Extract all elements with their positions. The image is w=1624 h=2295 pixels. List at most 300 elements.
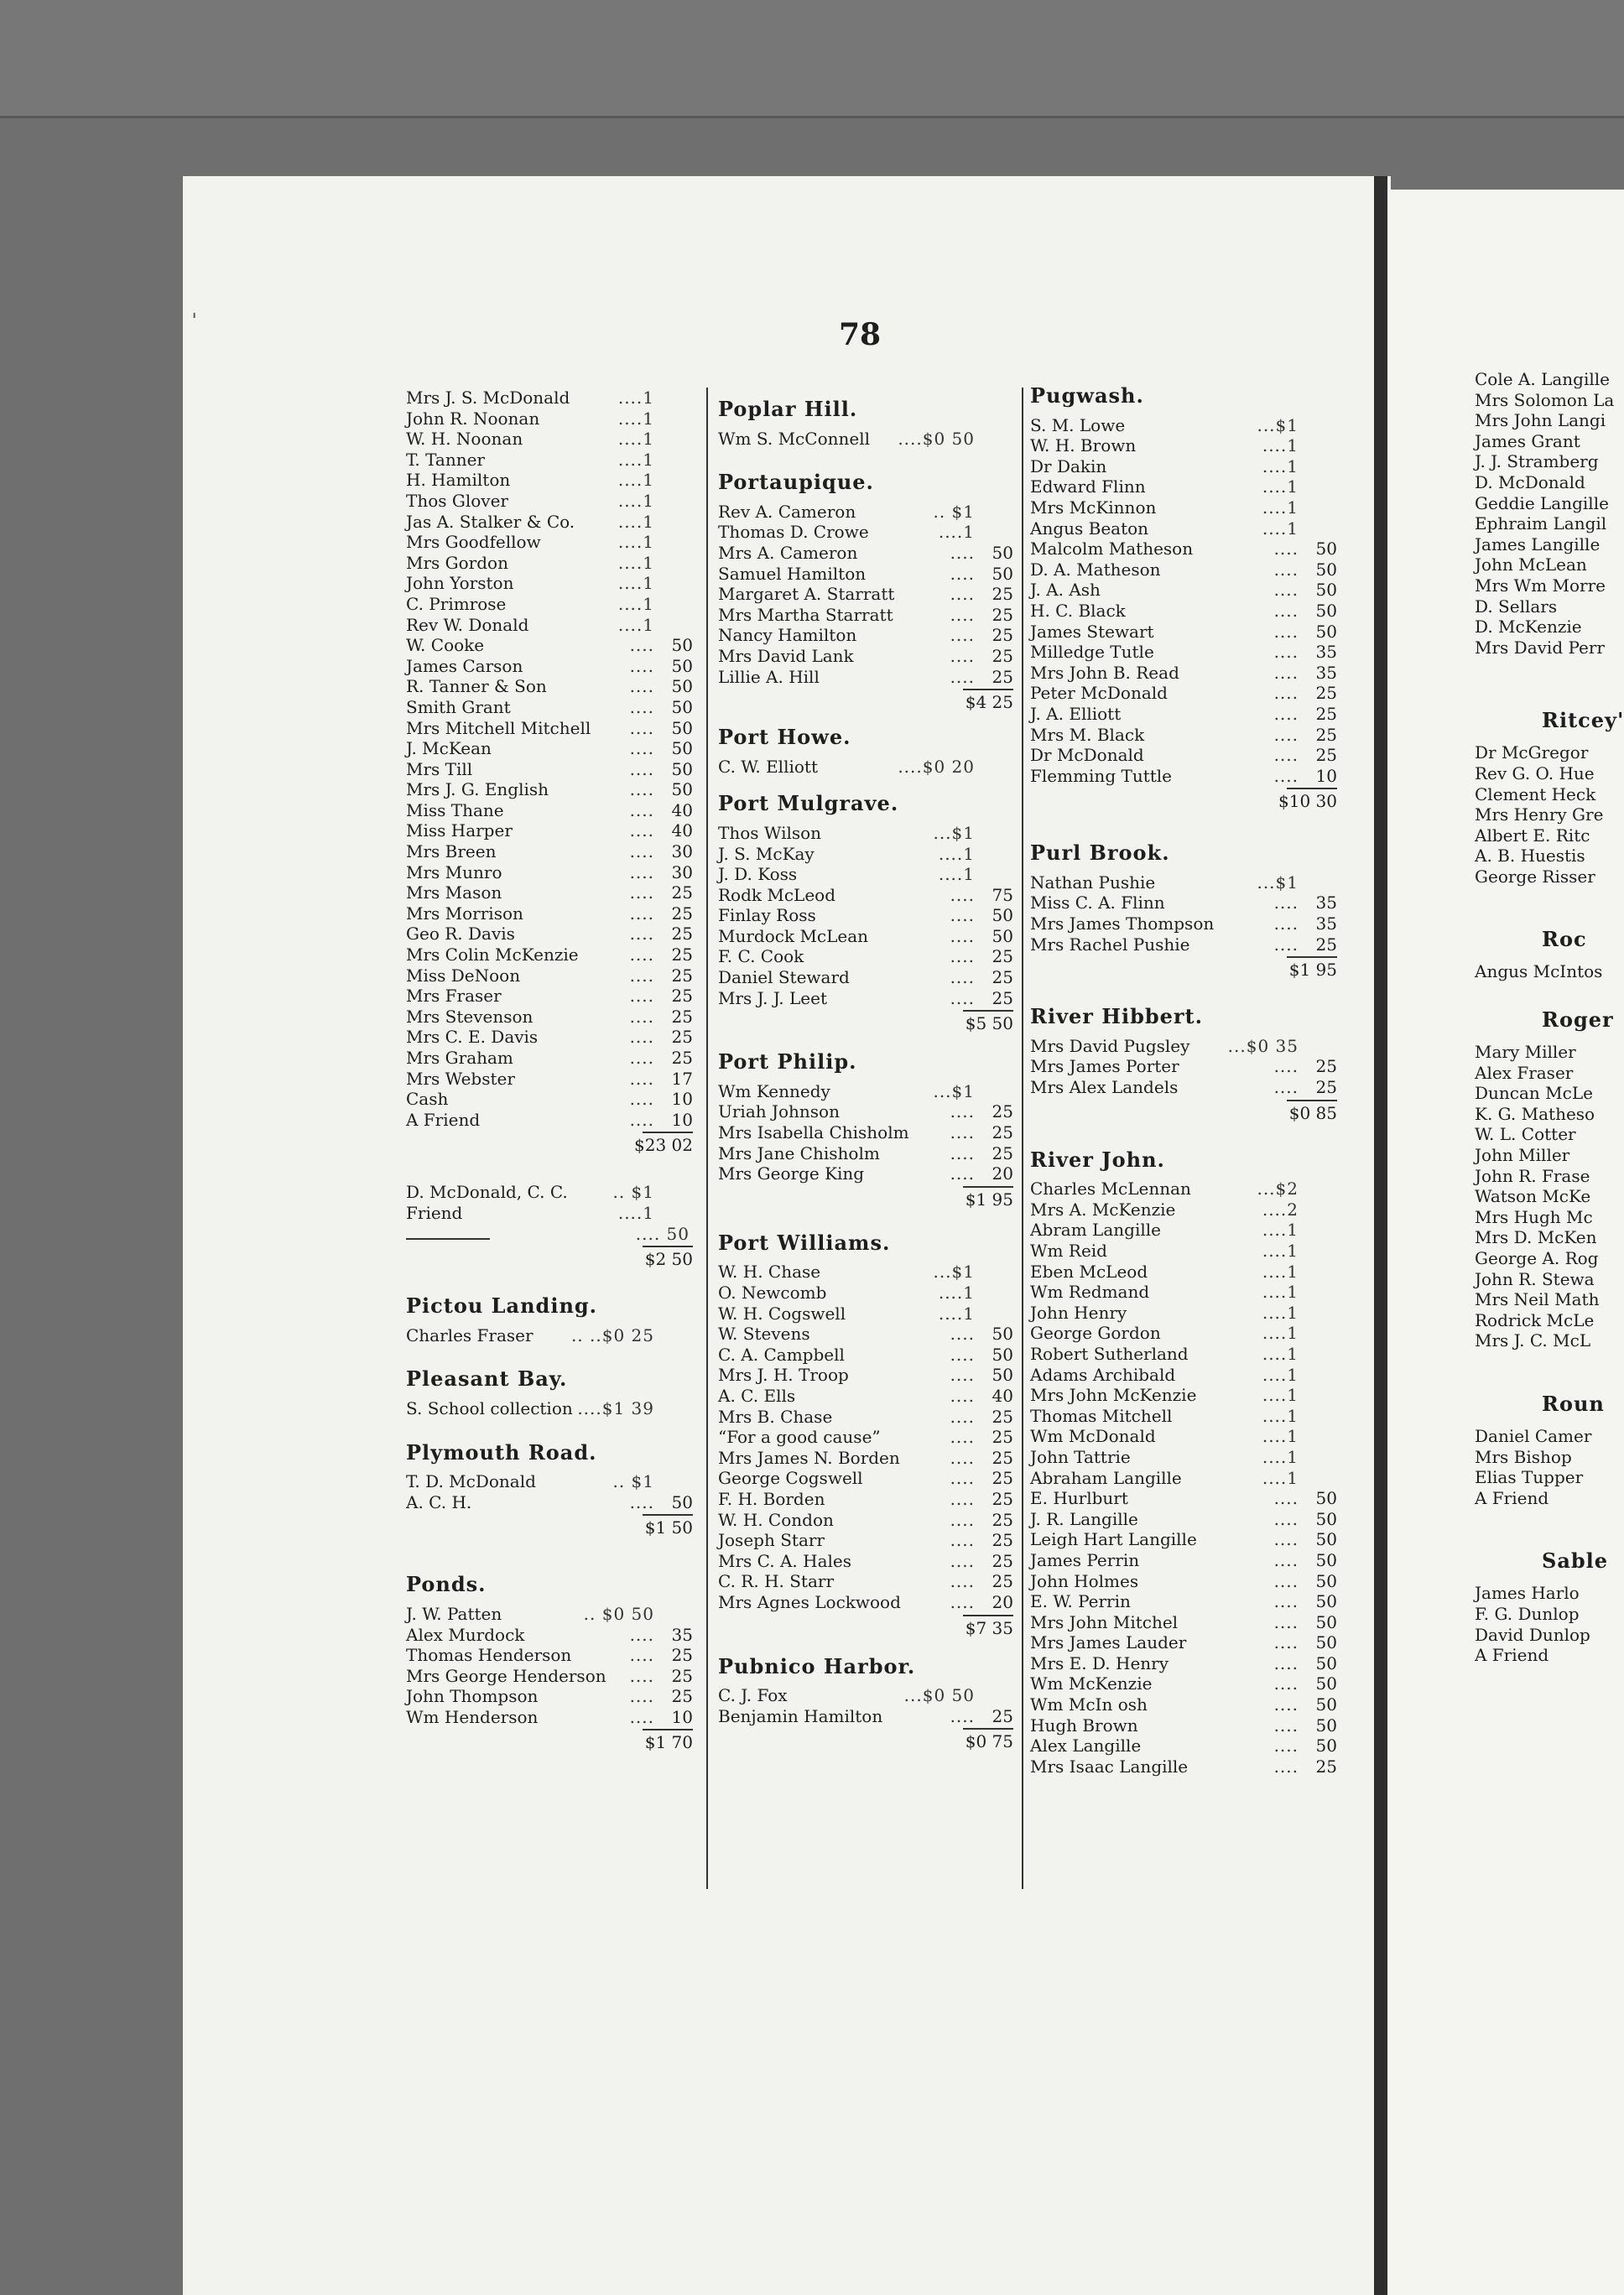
- donor-name: O. Newcomb: [718, 1283, 827, 1303]
- leader-amount: ....1: [1262, 476, 1299, 497]
- entry-row: [406, 1048, 693, 1069]
- right-page-column: [1475, 369, 1624, 1666]
- donor-name: Edward Flinn: [1030, 476, 1146, 497]
- donor-name: Rodk McLeod: [718, 884, 836, 905]
- donor-name: Daniel Camer: [1475, 1425, 1592, 1446]
- donor-name: John Henry: [1030, 1302, 1127, 1323]
- donor-name: W. H. Chase: [718, 1262, 821, 1283]
- donor-name: J. W. Patten: [406, 1603, 502, 1624]
- amount-cents: 50: [1315, 539, 1337, 559]
- donor-name: Mrs C. E. Davis: [406, 1027, 539, 1048]
- leader-amount: ...$1: [1257, 414, 1299, 435]
- entry-row: [406, 882, 693, 903]
- leader-amount: ....: [629, 1665, 654, 1686]
- entry-row: [406, 820, 693, 841]
- donor-name: Mrs Agnes Lockwood: [718, 1591, 901, 1612]
- donor-name: George Risser: [1475, 866, 1595, 887]
- entry-row: [718, 1685, 1013, 1706]
- entry-row: [1030, 1077, 1337, 1098]
- section-total: $7 35: [718, 1613, 1013, 1645]
- leader-amount: ....: [629, 1068, 654, 1089]
- amount-cents: 25: [992, 1122, 1013, 1143]
- entry-row: [718, 844, 1013, 865]
- leader-amount: ....1: [617, 449, 654, 470]
- leader-amount: ....1: [1262, 455, 1299, 476]
- donor-name: “For a good cause”: [718, 1427, 881, 1448]
- book-gutter: [1374, 176, 1387, 2295]
- donor-name: George Cogswell: [718, 1468, 863, 1489]
- donor-name: John McLean: [1475, 554, 1587, 575]
- entry-row: [718, 429, 1013, 450]
- amount-cents: 25: [671, 965, 693, 986]
- donor-name: Nancy Hamilton: [718, 625, 857, 646]
- leader-amount: ....: [950, 905, 975, 926]
- amount-cents: 25: [1315, 683, 1337, 704]
- donor-name: T. Tanner: [406, 449, 485, 470]
- entry-row: [406, 1069, 693, 1090]
- scanner-background: [0, 0, 1624, 117]
- entry-row: [1030, 1612, 1337, 1633]
- entry-row: [1030, 745, 1337, 766]
- leader-amount: ....$0 50: [898, 428, 975, 449]
- donor-name: Rev G. O. Hue: [1475, 762, 1595, 783]
- leader-amount: ....: [629, 799, 654, 820]
- donor-name: John Miller: [1475, 1145, 1570, 1166]
- entry-row: [718, 1530, 1013, 1551]
- section-total: $23 02: [406, 1130, 693, 1162]
- entry-row: [718, 1489, 1013, 1510]
- leader-amount: ....1: [617, 490, 654, 511]
- entry-row: [718, 926, 1013, 947]
- amount-cents: 50: [992, 905, 1013, 926]
- donor-name: Rev A. Cameron: [718, 501, 856, 522]
- entry-row: [1030, 1468, 1337, 1489]
- donor-name: Angus McIntos: [1475, 961, 1603, 982]
- amount-cents: 25: [992, 1468, 1013, 1489]
- entry-row: [406, 945, 693, 965]
- entry-row: [718, 502, 1013, 523]
- leader-amount: ....$0 20: [898, 756, 975, 777]
- entry-row: [406, 1007, 693, 1028]
- donor-name: Mrs Munro: [406, 861, 502, 882]
- amount-cents: 50: [671, 717, 693, 738]
- leader-amount: ....: [950, 1142, 975, 1163]
- entry-row: [406, 656, 693, 677]
- donor-name: Mrs James N. Borden: [718, 1447, 900, 1468]
- leader-amount: ....: [1273, 1611, 1299, 1632]
- leader-amount: ....: [1273, 1549, 1299, 1570]
- donor-name: D. Sellars: [1475, 596, 1558, 617]
- donor-name: D. McDonald: [1475, 471, 1585, 492]
- leader-amount: ....1: [938, 843, 975, 864]
- donor-name: Abram Langille: [1030, 1220, 1161, 1241]
- donor-name: Charles Fraser: [406, 1324, 534, 1345]
- entry-row: [406, 986, 693, 1007]
- donor-name: F. H. Borden: [718, 1488, 825, 1509]
- amount-cents: 50: [671, 758, 693, 779]
- leader-amount: ....: [1273, 1056, 1299, 1077]
- amount-cents: 10: [671, 1089, 693, 1110]
- entry-row: [406, 738, 693, 759]
- entry-row: [406, 1686, 693, 1707]
- entry-row: [1030, 663, 1337, 684]
- entry-row: [718, 1324, 1013, 1345]
- entry-row: [1030, 1344, 1337, 1365]
- donor-name: Mrs Goodfellow: [406, 532, 541, 553]
- section-heading-pictou-landing: Pictou Landing.: [406, 1293, 598, 1319]
- entry-row: [1030, 1036, 1337, 1057]
- leader-amount: ....: [629, 945, 654, 965]
- leader-amount: ....: [1273, 765, 1299, 786]
- entry-row: [406, 1224, 693, 1245]
- donor-name: Robert Sutherland: [1030, 1343, 1189, 1364]
- leader-amount: ....: [629, 841, 654, 862]
- entry-row: [718, 1706, 1013, 1727]
- donor-name: Milledge Tutle: [1030, 642, 1154, 663]
- section-total: $1 70: [406, 1727, 693, 1759]
- leader-amount: ....: [629, 861, 654, 882]
- donor-name: Mrs C. A. Hales: [718, 1550, 851, 1571]
- entry-row: [718, 646, 1013, 667]
- leader-amount: ....: [1273, 703, 1299, 724]
- leader-amount: ....1: [617, 429, 654, 450]
- leader-amount: ....: [1273, 1673, 1299, 1694]
- amount-cents: 25: [992, 1142, 1013, 1163]
- entry-row: [1030, 872, 1337, 893]
- leader-amount: ....: [1273, 1632, 1299, 1653]
- amount-cents: 50: [671, 779, 693, 800]
- leader-amount: .. ..$0 25: [570, 1324, 654, 1345]
- amount-cents: 25: [671, 1048, 693, 1068]
- donor-name: Finlay Ross: [718, 905, 816, 926]
- entry-row: [406, 800, 693, 821]
- amount-cents: 40: [992, 1385, 1013, 1406]
- entry-row: [1030, 1571, 1337, 1592]
- leader-amount: ....: [629, 1048, 654, 1068]
- column-3: [1030, 374, 1337, 1777]
- entry-row: [406, 553, 693, 574]
- donor-name: J. J. Stramberg: [1475, 451, 1599, 472]
- donor-name: Wm Henderson: [406, 1706, 539, 1727]
- amount-cents: 35: [671, 1624, 693, 1645]
- leader-amount: ...$1: [1257, 872, 1299, 892]
- leader-amount: ....: [950, 625, 975, 646]
- amount-cents: 50: [1315, 1549, 1337, 1570]
- entry-row: [1030, 1385, 1337, 1406]
- entry-row: [1030, 1220, 1337, 1241]
- donor-name: Mrs Hugh Mc: [1475, 1206, 1593, 1227]
- entry-row: [1030, 1529, 1337, 1550]
- donor-name: Mrs Henry Gre: [1475, 804, 1604, 825]
- entry-row: [1030, 934, 1337, 955]
- entry-row: [718, 1407, 1013, 1428]
- amount-cents: 30: [671, 861, 693, 882]
- donor-name: James Grant: [1475, 430, 1580, 451]
- donor-name: Alex Fraser: [1475, 1062, 1574, 1083]
- donor-name: Mrs J. G. English: [406, 779, 549, 800]
- entry-row: [406, 1471, 693, 1492]
- entry-row: [1030, 892, 1337, 913]
- leader-amount: ....: [629, 820, 654, 841]
- page-number: 78: [839, 317, 882, 352]
- entry-row: [1030, 622, 1337, 643]
- donor-name: Friend: [406, 1202, 463, 1223]
- amount-cents: 50: [1315, 1591, 1337, 1612]
- entry-row: [1030, 518, 1337, 539]
- donor-name: Dr Dakin: [1030, 455, 1107, 476]
- amount-cents: 25: [1315, 724, 1337, 745]
- section-heading-portaupique: Portaupique.: [718, 470, 874, 495]
- leader-amount: .... 50: [635, 1223, 690, 1244]
- section-total: $1 95: [1030, 955, 1337, 986]
- entry-row: [718, 1262, 1013, 1283]
- donor-name: Mrs David Lank: [718, 645, 854, 666]
- entry-row: [718, 1122, 1013, 1143]
- section-heading-port-howe: Port Howe.: [718, 725, 851, 750]
- entry-row: [406, 779, 693, 800]
- donor-name: W. L. Cotter: [1475, 1124, 1576, 1145]
- donor-name: Wm McKenzie: [1030, 1673, 1153, 1694]
- entry-row: [718, 757, 1013, 778]
- leader-amount: ....: [950, 1324, 975, 1345]
- entry-row: [718, 1365, 1013, 1386]
- donor-name: Mrs John Mitchel: [1030, 1611, 1179, 1632]
- donor-name: Miss Thane: [406, 799, 504, 820]
- donor-name: James Perrin: [1030, 1549, 1140, 1570]
- leader-amount: ....1: [938, 864, 975, 885]
- donor-name: Hugh Brown: [1030, 1715, 1138, 1736]
- donor-name: Thomas Henderson: [406, 1645, 572, 1666]
- spacer: [406, 1162, 693, 1182]
- donor-name: John Holmes: [1030, 1570, 1139, 1591]
- entry-row: [718, 522, 1013, 543]
- entry-row: [718, 1345, 1013, 1366]
- section-heading-ponds: Ponds.: [406, 1572, 487, 1597]
- donor-name: Mrs Mitchell Mitchell: [406, 717, 591, 738]
- entry-row: [718, 543, 1013, 564]
- leader-amount: ....: [1273, 1715, 1299, 1736]
- amount-cents: 50: [1315, 1673, 1337, 1694]
- donor-name: Miss DeNoon: [406, 965, 521, 986]
- entry-row: [1030, 1200, 1337, 1220]
- entry-row: [1030, 1365, 1337, 1386]
- donor-name: Wm McIn osh: [1030, 1694, 1148, 1715]
- leader-amount: ....1: [617, 1202, 654, 1223]
- donor-name: J. McKean: [406, 738, 492, 759]
- donor-name: Mrs John McKenzie: [1030, 1385, 1197, 1406]
- donor-name: J. A. Elliott: [1030, 703, 1122, 724]
- entry-row: [406, 573, 693, 594]
- donor-name: Geddie Langille: [1475, 492, 1609, 513]
- donor-name: J. S. McKay: [718, 843, 815, 864]
- donor-name: John R. Stewa: [1475, 1268, 1595, 1289]
- leader-amount: ....$1 39: [577, 1397, 654, 1418]
- leader-amount: ....: [950, 1365, 975, 1386]
- donor-name: Benjamin Hamilton: [718, 1705, 883, 1726]
- donor-name: Smith Grant: [406, 696, 511, 717]
- leader-amount: ....1: [1262, 1385, 1299, 1406]
- entry-row: [406, 1325, 693, 1346]
- rule-line: [406, 1238, 490, 1240]
- donor-name: Dr McDonald: [1030, 745, 1144, 766]
- donor-name: Angus Beaton: [1030, 518, 1149, 539]
- donor-name: Mrs John Langi: [1475, 410, 1606, 431]
- leader-amount: ....: [1273, 1508, 1299, 1529]
- leader-amount: ....: [1273, 1077, 1299, 1098]
- entry-row: [406, 1398, 693, 1419]
- entry-row: [718, 625, 1013, 646]
- leader-amount: ....1: [1262, 435, 1299, 456]
- amount-cents: 50: [1315, 1736, 1337, 1756]
- leader-amount: ....: [629, 1686, 654, 1707]
- entry-row: [718, 1163, 1013, 1184]
- leader-amount: ....1: [1262, 518, 1299, 539]
- amount-cents: 25: [671, 1006, 693, 1027]
- donor-name: S. School collection: [406, 1397, 573, 1418]
- section-total: $4 25: [718, 687, 1013, 719]
- entry-row: [1030, 1447, 1337, 1468]
- entry-row: [406, 1492, 693, 1513]
- section-heading-roc: Roc: [1542, 927, 1587, 952]
- amount-cents: 25: [671, 986, 693, 1007]
- entry-row: [1030, 415, 1337, 436]
- entry-row: [1030, 1550, 1337, 1571]
- leader-amount: ....: [629, 924, 654, 945]
- section-heading-roun: Roun: [1542, 1391, 1605, 1416]
- donor-name: Mrs D. McKen: [1475, 1227, 1597, 1248]
- leader-amount: ....: [629, 903, 654, 924]
- leader-amount: ....: [629, 1624, 654, 1645]
- donor-name: Mrs Isaac Langille: [1030, 1756, 1189, 1777]
- leader-amount: ....: [1273, 934, 1299, 955]
- donor-name: Thos Glover: [406, 490, 508, 511]
- entry-row: [718, 946, 1013, 967]
- entry-row: [718, 564, 1013, 585]
- entry-row: [718, 1510, 1013, 1531]
- donor-name: Leigh Hart Langille: [1030, 1529, 1197, 1550]
- amount-cents: 10: [671, 1109, 693, 1130]
- donor-name: Abraham Langille: [1030, 1467, 1182, 1488]
- leader-amount: ....: [950, 1101, 975, 1122]
- amount-cents: 25: [671, 1645, 693, 1666]
- donor-name: Mary Miller: [1475, 1042, 1576, 1063]
- entry-row: [1030, 1179, 1337, 1200]
- column-rule-2: [1022, 388, 1023, 1889]
- donor-name: C. R. H. Starr: [718, 1571, 835, 1592]
- donor-name: Mrs J. S. McDonald: [406, 388, 570, 408]
- entry-row: [1030, 683, 1337, 704]
- donor-name: Mrs Bishop: [1475, 1446, 1572, 1467]
- amount-cents: 50: [992, 925, 1013, 946]
- donor-name: Adams Archibald: [1030, 1364, 1176, 1385]
- donor-name: Mrs John B. Read: [1030, 662, 1179, 683]
- donor-name: A. C. Ells: [718, 1385, 796, 1406]
- leader-amount: ....: [950, 1591, 975, 1612]
- leader-amount: ....1: [1262, 1282, 1299, 1303]
- section-total: $1 50: [406, 1512, 693, 1544]
- leader-amount: ....: [629, 1027, 654, 1048]
- entry-row: [406, 924, 693, 945]
- leader-amount: ....1: [1262, 1405, 1299, 1426]
- donor-name: W. Cooke: [406, 635, 485, 656]
- entry-row: [406, 759, 693, 780]
- donor-name: J. R. Langille: [1030, 1508, 1138, 1529]
- entry-row: [1030, 1591, 1337, 1612]
- leader-amount: ....: [950, 1427, 975, 1448]
- section-heading-pubnico-harbor: Pubnico Harbor.: [718, 1653, 916, 1678]
- donor-name: Rodrick McLe: [1475, 1309, 1595, 1330]
- entry-row: [1030, 1632, 1337, 1653]
- entry-row: [1030, 601, 1337, 622]
- donor-name: Mrs Webster: [406, 1068, 515, 1089]
- donor-name: Miss Harper: [406, 820, 513, 841]
- donor-name: Mrs Wm Morre: [1475, 575, 1606, 596]
- section-heading-poplar-hill: Poplar Hill.: [718, 397, 858, 421]
- leader-amount: ....: [1273, 600, 1299, 621]
- entry-row: [406, 532, 693, 553]
- leader-amount: ....: [1273, 1529, 1299, 1550]
- leader-amount: ....: [1273, 642, 1299, 663]
- donor-name: Mrs Gordon: [406, 552, 508, 573]
- entry-row: [718, 1386, 1013, 1407]
- section-heading-roger: Roger: [1542, 1007, 1614, 1033]
- section-total: $2 50: [406, 1244, 693, 1276]
- donor-name: Mrs J. C. McL: [1475, 1330, 1591, 1351]
- amount-cents: 30: [671, 841, 693, 862]
- donor-name: J. A. Ash: [1030, 580, 1101, 601]
- entry-row: [406, 1645, 693, 1666]
- donor-name: D. A. Matheson: [1030, 559, 1161, 580]
- entry-row: [718, 988, 1013, 1009]
- leader-amount: ....: [950, 1122, 975, 1143]
- leader-amount: ....: [950, 884, 975, 905]
- entry-row: [1030, 435, 1337, 456]
- donor-name: Alex Murdock: [406, 1624, 525, 1645]
- amount-cents: 25: [671, 903, 693, 924]
- leader-amount: ....2: [1262, 1199, 1299, 1220]
- entry-row: [406, 1625, 693, 1646]
- entry-row: [1030, 913, 1337, 934]
- donor-name: H. C. Black: [1030, 600, 1126, 621]
- leader-amount: ....: [1273, 1652, 1299, 1673]
- section-heading-port-williams: Port Williams.: [718, 1230, 891, 1255]
- leader-amount: ....1: [617, 532, 654, 553]
- amount-cents: 25: [992, 1705, 1013, 1726]
- donor-name: W. H. Condon: [718, 1509, 834, 1530]
- entry-row: [406, 594, 693, 615]
- donor-name: Mrs David Pugsley: [1030, 1035, 1190, 1056]
- donor-name: Mrs Breen: [406, 841, 497, 862]
- entry-row: [1030, 766, 1337, 787]
- entry-row: [1030, 1426, 1337, 1447]
- donor-name: Peter McDonald: [1030, 683, 1168, 704]
- donor-name: K. G. Matheso: [1475, 1103, 1595, 1124]
- donor-name: A Friend: [406, 1109, 481, 1130]
- leader-amount: ....1: [617, 614, 654, 635]
- entry-row: [1030, 539, 1337, 559]
- amount-cents: 10: [671, 1706, 693, 1727]
- margin-mark: ˈ: [191, 310, 198, 336]
- donor-name: Eben McLeod: [1030, 1261, 1148, 1282]
- amount-cents: 17: [671, 1068, 693, 1089]
- entry-row: [1030, 1241, 1337, 1262]
- leader-amount: ....: [950, 967, 975, 988]
- entry-row: [406, 429, 693, 450]
- amount-cents: 25: [992, 1571, 1013, 1592]
- leader-amount: ....: [629, 717, 654, 738]
- entry-row: [718, 1143, 1013, 1164]
- amount-cents: 50: [671, 696, 693, 717]
